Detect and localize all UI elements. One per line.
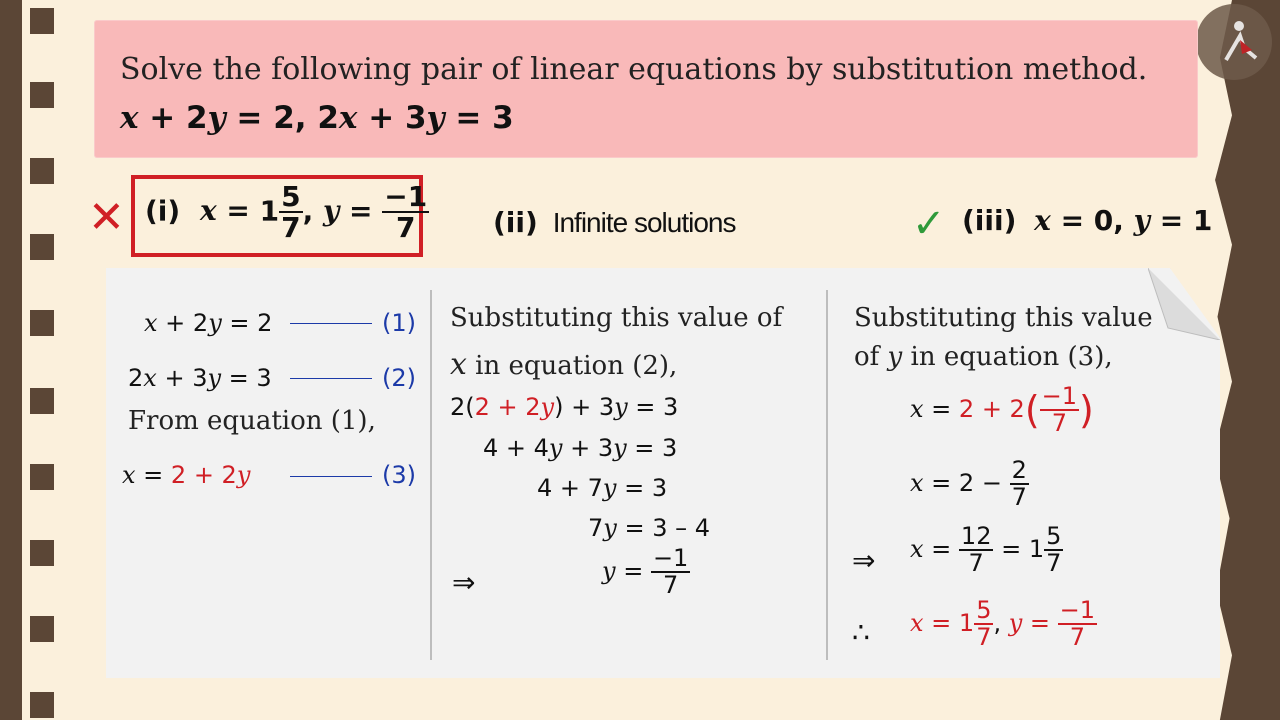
ref-line — [290, 476, 372, 477]
binder-hole — [30, 82, 54, 108]
question-equations: x + 2y = 2, 2x + 3y = 3 — [120, 100, 514, 136]
option-i-label: (i) — [145, 194, 181, 228]
col3-line1: x = 2 + 2( $\frac{-1}{7}$ ) — [910, 382, 1094, 438]
column-divider — [430, 290, 432, 660]
col1-eq1: x + 2y = 2 — [144, 309, 273, 337]
col3-line3: x = $\frac{12}{7}$ = 1 $\frac{5}{7}$ — [910, 522, 1062, 578]
col2-line2: 4 + 4y + 3y = 3 — [483, 434, 678, 462]
col3-intro-2: of y in equation (3), — [854, 342, 1113, 372]
col2-line3: 4 + 7y = 3 — [537, 474, 668, 502]
col1-eq3-ref: (3) — [382, 461, 416, 489]
option-i-y-fraction: $\frac{-1}{7}$ — [384, 180, 428, 245]
binder-hole — [30, 234, 54, 260]
col1-eq2: 2x + 3y = 3 — [128, 364, 272, 392]
binder-hole — [30, 8, 54, 34]
col1-eq3: x = 2 + 2y — [122, 461, 251, 489]
question-box — [94, 20, 1198, 158]
col3-line2: x = 2 − $\frac{2}{7}$ — [910, 456, 1027, 512]
option-ii-label: (ii) — [493, 206, 538, 239]
col2-line5: y = $\frac{-1}{7}$ — [602, 544, 689, 600]
binder-hole — [30, 388, 54, 414]
option-i-x-whole: 1 — [259, 194, 280, 228]
binder-hole — [30, 464, 54, 490]
binder-hole — [30, 310, 54, 336]
option-i-x-fraction: $\frac{5}{7}$ — [281, 180, 301, 245]
col2-line1: 2(2 + 2y) + 3y = 3 — [450, 393, 679, 421]
col2-line4: 7y = 3 – 4 — [588, 514, 711, 542]
wrong-mark-icon: ✕ — [88, 192, 125, 243]
option-i[interactable]: (i) x = 1 $\frac{5}{7}$ , y = $\frac{-1}{7}$ — [145, 180, 428, 245]
col3-intro-1: Substituting this value — [854, 303, 1153, 333]
col3-therefore: ∴ — [852, 616, 870, 649]
option-ii-text: Infinite solutions — [552, 207, 736, 238]
channel-logo — [1196, 4, 1272, 80]
page-curl-icon — [1148, 268, 1220, 340]
col1-from: From equation (1), — [128, 406, 376, 436]
col1-eq2-ref: (2) — [382, 364, 416, 392]
col2-y-fraction: $\frac{-1}{7}$ — [652, 544, 689, 600]
ref-line — [290, 378, 372, 379]
binder-hole — [30, 540, 54, 566]
binder-hole — [30, 692, 54, 718]
col2-intro-2: x in equation (2), — [450, 347, 678, 382]
col3-answer: x = 1 $\frac{5}{7}$ , y = $\frac{-1}{7}$ — [910, 596, 1096, 652]
ref-line — [290, 323, 372, 324]
question-prompt: Solve the following pair of linear equations by substitution method. — [120, 52, 1148, 87]
logo-figure-icon — [1196, 4, 1272, 80]
option-iii-label: (iii) — [962, 204, 1017, 237]
option-iii[interactable]: (iii) x = 0, y = 1 — [962, 204, 1213, 237]
col3-implies: ⇒ — [852, 544, 876, 577]
column-divider — [826, 290, 828, 660]
col2-implies: ⇒ — [452, 566, 476, 599]
col1-eq1-ref: (1) — [382, 309, 416, 337]
col2-intro-1: Substituting this value of — [450, 303, 783, 333]
correct-mark-icon: ✓ — [912, 201, 946, 247]
binder-hole — [30, 158, 54, 184]
binder-hole — [30, 616, 54, 642]
option-ii[interactable] — [493, 206, 736, 239]
